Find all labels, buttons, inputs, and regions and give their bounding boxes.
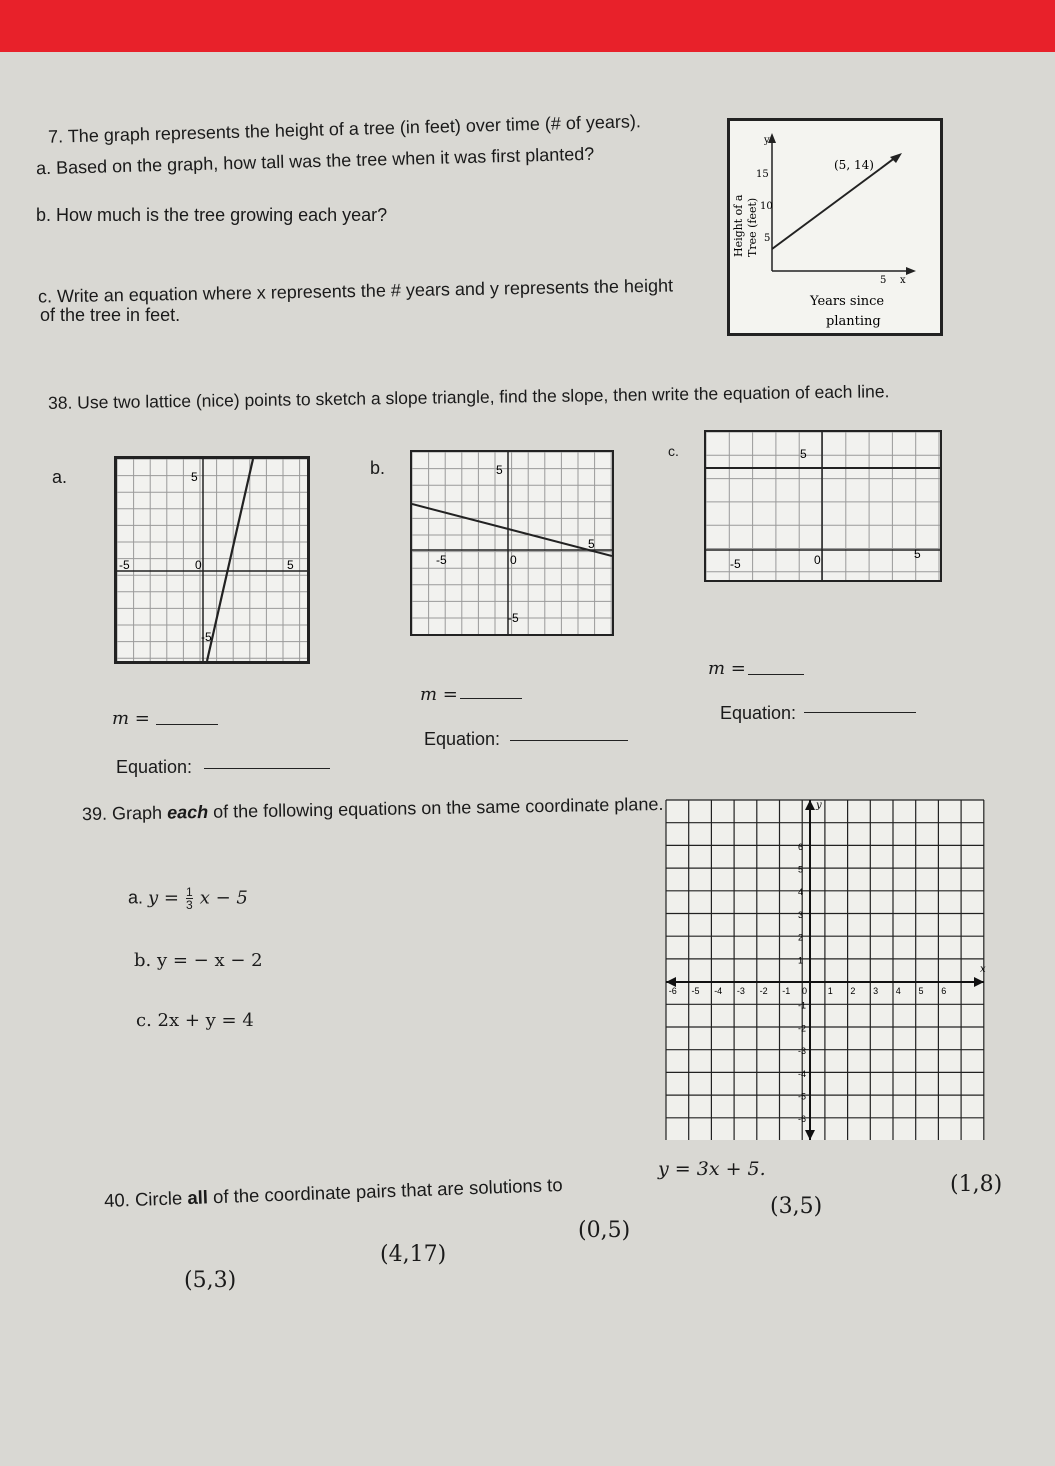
q38-c-origin: 0	[814, 553, 821, 567]
q38-b-tick-top: 5	[496, 463, 503, 477]
q39-x-tick: 6	[941, 986, 947, 996]
q37-part-c-line1: c. Write an equation where x represents the # years and y represents the height	[37, 275, 674, 307]
q39-x-letter: x	[980, 964, 986, 975]
q38-b-equation-label: Equation:	[424, 729, 501, 749]
q39-y-letter: y	[816, 800, 822, 811]
q39-x-tick: 1	[827, 986, 833, 996]
worksheet-page	[0, 52, 1055, 1466]
q39-prompt	[82, 793, 664, 825]
q38-a-line	[207, 459, 253, 661]
q38-b-tick-bottom: -5	[508, 611, 519, 625]
q37-x-letter: x	[900, 275, 906, 286]
q40-pair-4-17[interactable]: (4,17)	[380, 1242, 447, 1267]
q40-pair-5-3[interactable]: (5,3)	[184, 1268, 237, 1293]
q39-x-tick: -3	[736, 986, 745, 996]
q38-a-tick-left: -5	[119, 558, 130, 572]
q38-a-origin: 0	[195, 558, 202, 572]
q38-graph-a-svg	[117, 459, 307, 661]
q39-y-tick: -4	[798, 1068, 807, 1079]
q38-b-origin: 0	[510, 553, 517, 567]
q39-x-tick: 2	[850, 986, 856, 996]
q38-c-equation-label: Equation:	[720, 703, 797, 723]
q39-y-tick: -6	[798, 1114, 807, 1125]
q40-pair-0-5[interactable]: (0,5)	[578, 1218, 631, 1243]
q38-prompt: 38. Use two lattice (nice) points to sketch a slope triangle, find the slope, then write the equation of each line.	[47, 381, 890, 413]
q38-a-slope-label: m =	[112, 708, 150, 729]
q39-a-numerator: 1	[186, 885, 193, 899]
q39-x-tick: -4	[714, 986, 723, 996]
q37-graph-svg	[730, 121, 940, 333]
arrow-right-icon	[906, 267, 916, 275]
q39-grid-svg	[640, 796, 990, 1146]
q39-x-tick: 5	[918, 986, 924, 996]
q39-y-tick: -2	[798, 1023, 807, 1034]
q38-c-tick-top: 5	[800, 447, 807, 461]
q38-graph-c	[704, 430, 942, 582]
q37-y-label-2: Tree (feet)	[746, 197, 759, 257]
q39-eq-b: b. y = − x − 2	[134, 950, 263, 971]
q39-y-tick: -3	[798, 1046, 807, 1057]
q38-c-equation-blank[interactable]	[804, 712, 916, 713]
q37-point-label: (5, 14)	[834, 158, 874, 172]
q39-x-tick: -6	[668, 986, 677, 996]
q37-prompt: 7. The graph represents the height of a tree (in feet) over time (# of years).	[47, 111, 642, 147]
q39-prompt-start: 39. Graph	[81, 802, 168, 825]
q37-part-c-line2: of the tree in feet.	[40, 305, 181, 325]
q39-a-fraction	[186, 886, 193, 911]
q37-y-tick-5: 5	[764, 233, 771, 244]
q39-prompt-end: of the following equations on the same coordinate plane.	[207, 793, 664, 822]
q37-x-tick: 5	[880, 275, 887, 286]
q37-y-letter: y	[764, 135, 770, 146]
q39-x-tick: -1	[782, 986, 791, 996]
q37-tree-height-graph	[727, 118, 943, 336]
q39-eq-c: c. 2x + y = 4	[136, 1010, 254, 1031]
q39-coordinate-grid[interactable]	[640, 796, 990, 1146]
arrow-icon	[890, 153, 902, 163]
q38-c-tick-right: 5	[914, 547, 921, 561]
q40-prompt	[104, 1174, 563, 1212]
q39-y-tick: 4	[798, 887, 804, 898]
q38-c-slope-blank[interactable]	[748, 674, 804, 675]
q39-a-right: x − 5	[199, 887, 248, 909]
q38-b-slope-blank[interactable]	[460, 698, 522, 699]
q38-b-slope-label: m =	[420, 684, 458, 705]
q40-prompt-end: of the coordinate pairs that are solutions to	[207, 1174, 563, 1208]
q38-c-tick-left: -5	[730, 557, 741, 571]
q38-b-tick-left: -5	[436, 553, 447, 567]
q37-part-a: a. Based on the graph, how tall was the tree when it was first planted?	[35, 143, 595, 179]
q40-prompt-emphasis: all	[186, 1186, 209, 1209]
q38-graph-b	[410, 450, 614, 636]
q39-y-tick: 6	[798, 841, 804, 852]
q37-x-label-1: Years since	[810, 294, 885, 309]
q40-pair-3-5[interactable]: (3,5)	[770, 1194, 823, 1219]
q39-y-tick: -5	[798, 1091, 807, 1102]
q37-x-label-2: planting	[826, 314, 881, 329]
q38-b-equation-blank[interactable]	[510, 740, 628, 741]
q39-x-tick: -2	[759, 986, 768, 996]
q39-a-left: y =	[148, 887, 180, 909]
q39-origin: 0	[802, 986, 808, 996]
q38-label-b: b.	[370, 458, 386, 478]
q38-a-equation-blank[interactable]	[204, 768, 330, 769]
q39-a-label: a.	[128, 887, 144, 908]
q39-x-tick: -5	[691, 986, 700, 996]
q38-a-tick-bottom: -5	[201, 630, 212, 644]
q37-y-tick-15: 15	[756, 169, 769, 180]
q37-height-line	[772, 169, 880, 249]
q38-a-slope-blank[interactable]	[156, 724, 218, 725]
q40-pair-1-8[interactable]: (1,8)	[950, 1172, 1003, 1197]
q38-label-a: a.	[52, 467, 68, 487]
q39-a-denominator: 3	[186, 898, 193, 912]
q39-y-tick: -1	[798, 1000, 807, 1011]
q37-y-label-1: Height of a	[732, 194, 745, 257]
q38-label-c: c.	[668, 443, 679, 459]
q39-x-tick: 3	[873, 986, 879, 996]
q38-a-equation-label: Equation:	[116, 757, 193, 777]
q39-eq-a	[128, 886, 248, 911]
q39-y-tick: 1	[798, 955, 804, 966]
q40-equation: y = 3x + 5.	[658, 1158, 766, 1180]
q39-y-tick: 3	[798, 909, 804, 920]
q40-prompt-start: 40. Circle	[103, 1187, 188, 1211]
q38-a-tick-right: 5	[287, 558, 294, 572]
q39-y-tick: 2	[798, 932, 804, 943]
q37-y-tick-10: 10	[760, 201, 773, 212]
q39-y-tick: 5	[798, 864, 804, 875]
q38-graph-c-svg	[706, 432, 940, 580]
q38-b-tick-right: 5	[588, 537, 595, 551]
q39-prompt-emphasis: each	[166, 801, 209, 823]
q38-a-tick-top: 5	[191, 470, 198, 484]
q38-graph-a	[114, 456, 310, 664]
q37-part-b: b. How much is the tree growing each year?	[36, 205, 388, 225]
q39-x-tick: 4	[895, 986, 901, 996]
q38-graph-b-svg	[412, 452, 612, 634]
q38-c-slope-label: m =	[708, 658, 746, 679]
